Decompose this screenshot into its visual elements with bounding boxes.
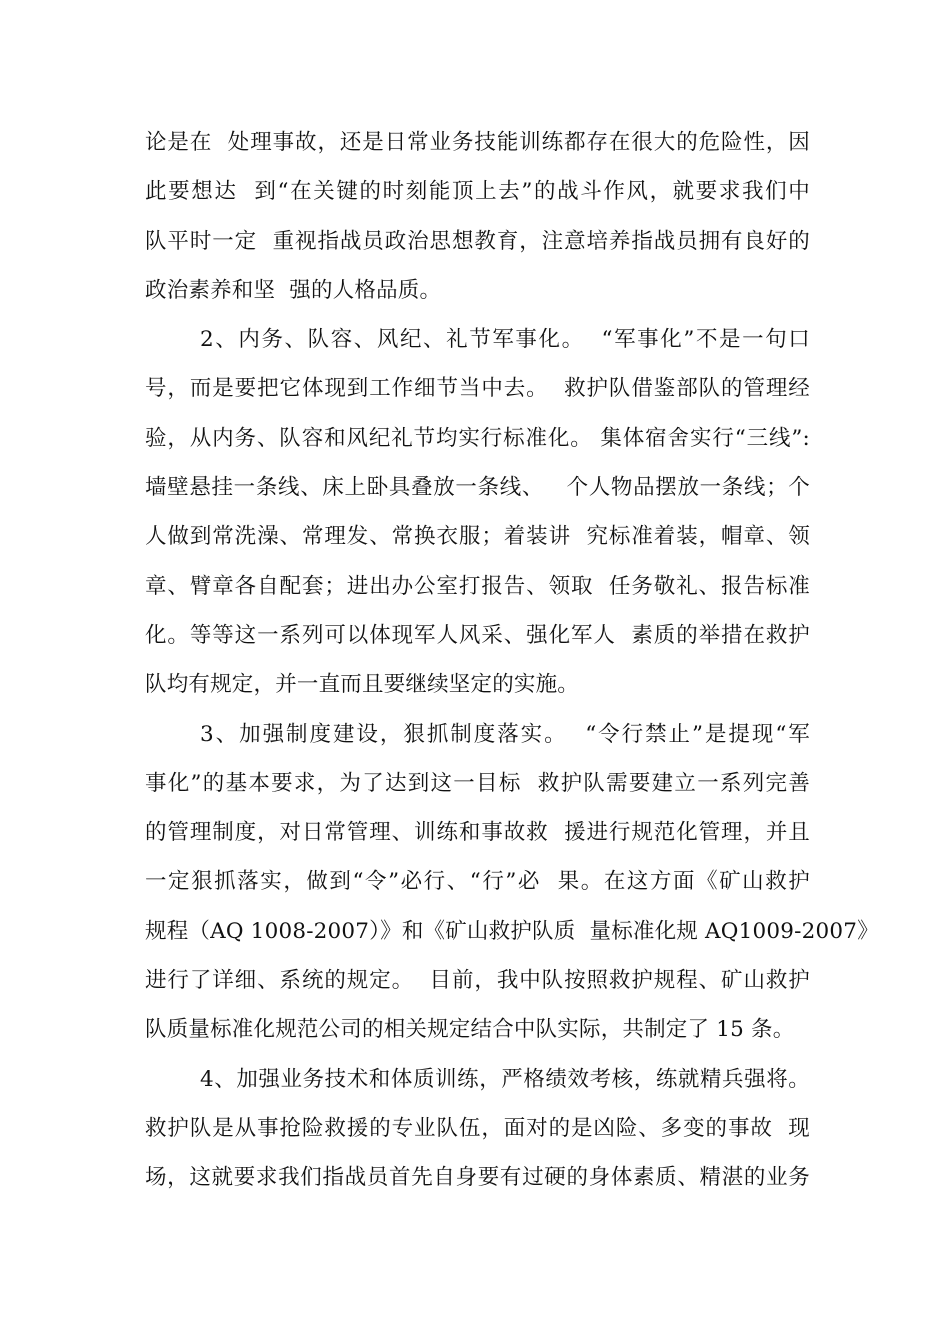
text-line: 验，从内务、队容和风纪礼节均实行标准化。 集体宿舍实行“三线”: — [145, 425, 810, 451]
text-line: 一定狠抓落实，做到“令”必行、“行”必 果。在这方面《矿山救护 — [145, 869, 810, 895]
text-line: 规程（AQ 1008-2007）》和《矿山救护队质 量标准化规 AQ1009-2007》 — [145, 918, 879, 944]
text-line: 队均有规定，并一直而且要继续坚定的实施。 — [145, 672, 580, 698]
paragraph-start-line: 4、加强业务技术和体质训练，严格绩效考核，练就精兵强将。 — [200, 1066, 810, 1092]
text-line: 号，而是要把它体现到工作细节当中去。 救护队借鉴部队的管理经 — [145, 376, 810, 402]
text-line: 事化”的基本要求，为了达到这一目标 救护队需要建立一系列完善 — [145, 770, 810, 796]
text-line: 政治素养和坚 强的人格品质。 — [145, 277, 442, 303]
text-line: 的管理制度，对日常管理、训练和事故救 援进行规范化管理，并且 — [145, 820, 810, 846]
text-line: 章、臂章各自配套；进出办公室打报告、领取 任务敬礼、报告标准 — [145, 573, 810, 599]
paragraph-start-line: 2、内务、队容、风纪、礼节军事化。 “军事化”不是一句口 — [200, 327, 810, 353]
text-line: 队平时一定 重视指战员政治思想教育，注意培养指战员拥有良好的 — [145, 228, 810, 254]
text-line: 场，这就要求我们指战员首先自身要有过硬的身体素质、精湛的业务 — [145, 1165, 810, 1191]
text-line: 此要想达 到“在关键的时刻能顶上去”的战斗作风，就要求我们中 — [145, 179, 810, 205]
text-line: 队质量标准化规范公司的相关规定结合中队实际，共制定了 15 条。 — [145, 1017, 795, 1043]
body-text — [145, 118, 879, 1203]
text-line: 人做到常洗澡、常理发、常换衣服；着装讲 究标准着装，帽章、领 — [145, 524, 810, 550]
paragraph-start-line: 3、加强制度建设，狠抓制度落实。 “令行禁止”是提现“军 — [200, 721, 810, 747]
text-line: 墙壁悬挂一条线、床上卧具叠放一条线、 个人物品摆放一条线；个 — [145, 475, 810, 501]
text-line: 论是在 处理事故，还是日常业务技能训练都存在很大的危险性，因 — [145, 130, 810, 155]
text-line: 化。等等这一系列可以体现军人风采、强化军人 素质的举措在救护 — [145, 622, 810, 648]
text-line: 救护队是从事抢险救援的专业队伍，面对的是凶险、多变的事故 现 — [145, 1115, 810, 1141]
text-line: 进行了详细、系统的规定。 目前，我中队按照救护规程、矿山救护 — [145, 968, 810, 994]
